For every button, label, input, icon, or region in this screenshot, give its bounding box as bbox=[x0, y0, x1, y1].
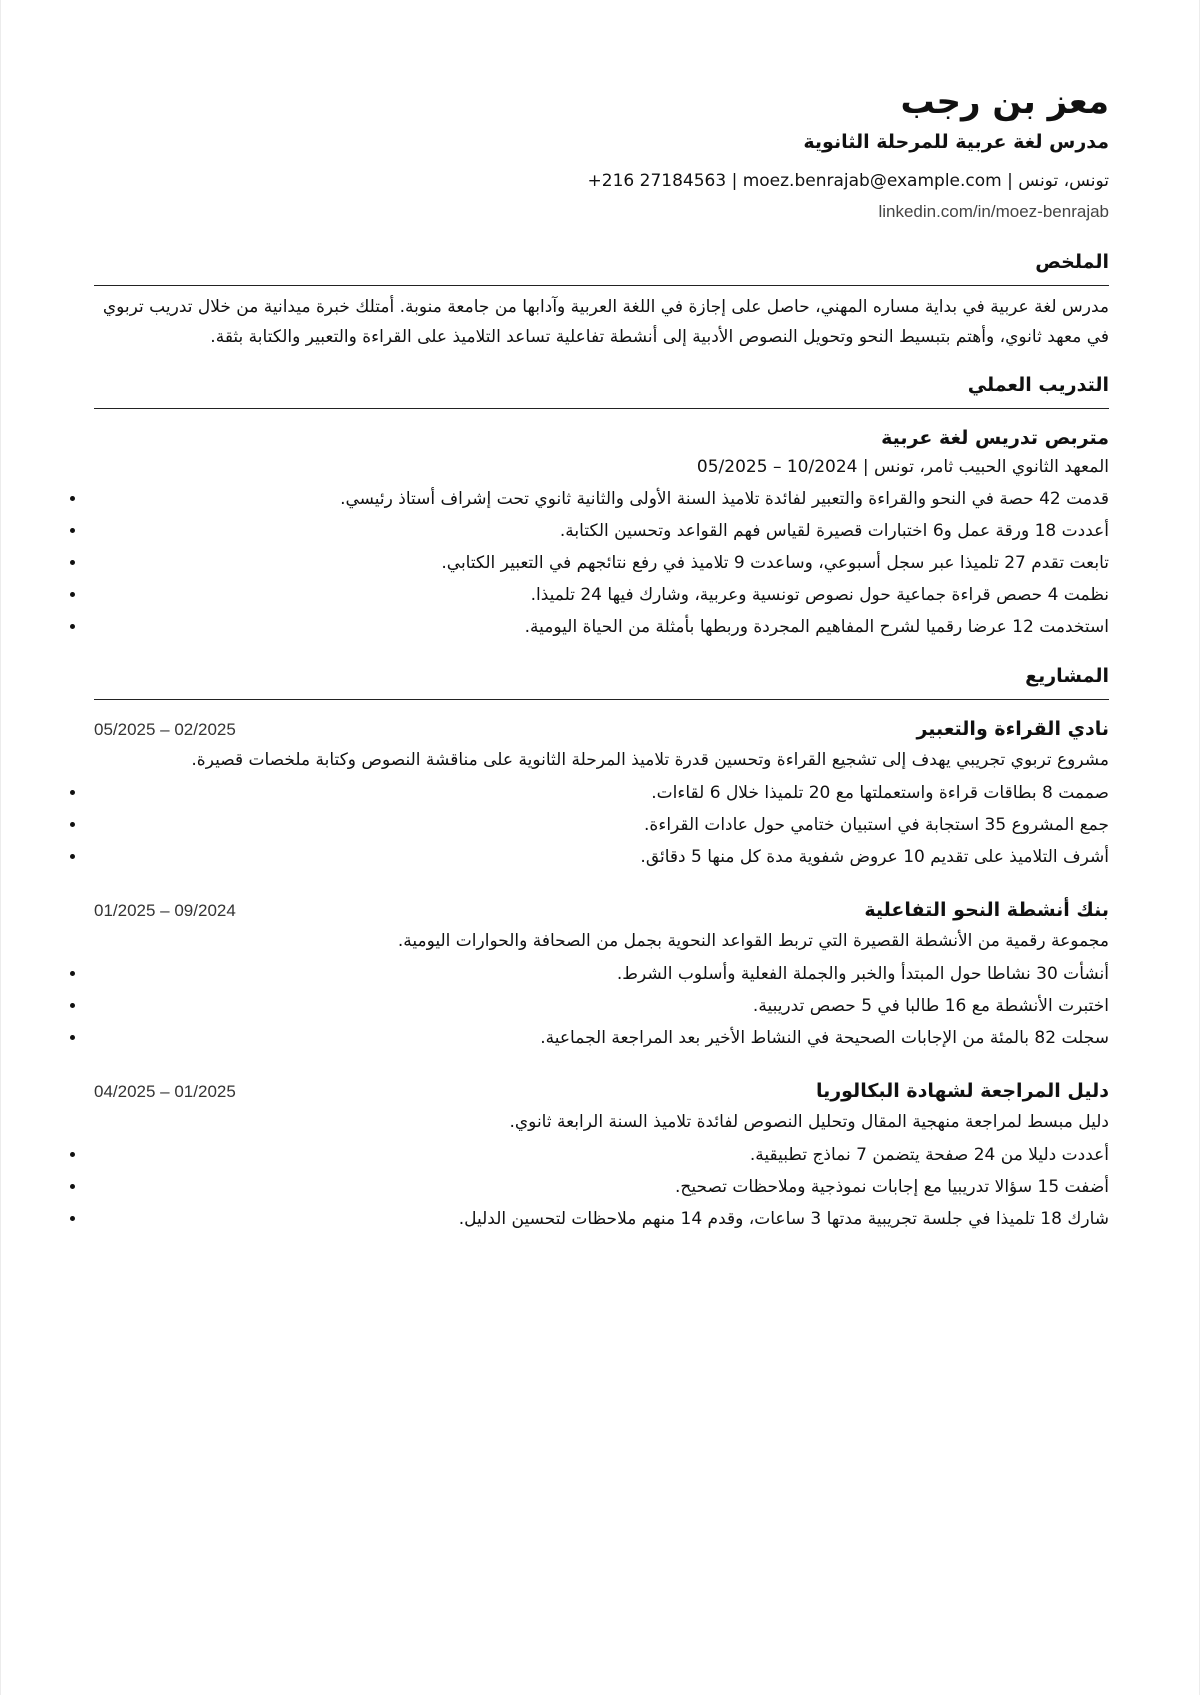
bullet-text: أعددت دليلا من 24 صفحة يتضمن 7 نماذج تطبيقية. bbox=[749, 1145, 1109, 1165]
bullet-dot bbox=[70, 1003, 75, 1008]
bullet-dot bbox=[70, 624, 75, 629]
bullet-text: استخدمت 12 عرضا رقميا لشرح المفاهيم المجردة وربطها بأمثلة من الحياة اليومية. bbox=[524, 617, 1109, 637]
project-description: مشروع تربوي تجريبي يهدف إلى تشجيع القراءة وتحسين قدرة تلاميذ المرحلة الثانوية على مناقشة النصوص وكتابة ملخصات قصيرة. bbox=[191, 750, 1109, 770]
bullet-text: قدمت 42 حصة في النحو والقراءة والتعبير لفائدة تلاميذ السنة الأولى والثانية ثانوي تحت إشراف أستاذ رئيسي. bbox=[340, 489, 1109, 509]
summary-text: مدرس لغة عربية في بداية مساره المهني، حاصل على إجازة في اللغة العربية وآدابها من جامعة منوبة. أمتلك خبرة ميدانية من خلال تدريب تربوي في معهد ثانوي، وأهتم بتبسيط النحو وتحويل النصوص الأدبية إلى أنشطة تفاعلية تساعد التلاميذ على القراءة والتعبير والكتابة بثقة. bbox=[102, 297, 1109, 347]
bullet-dot bbox=[70, 1216, 75, 1221]
contact-phone: +216 27184563 bbox=[587, 171, 727, 191]
project-description: دليل مبسط لمراجعة منهجية المقال وتحليل النصوص لفائدة تلاميذ السنة الرابعة ثانوي. bbox=[509, 1112, 1109, 1132]
candidate-role: مدرس لغة عربية للمرحلة الثانوية bbox=[803, 131, 1109, 153]
training-role: متربص تدريس لغة عربية bbox=[881, 427, 1109, 449]
project-entry bbox=[94, 895, 1109, 1054]
list-item bbox=[94, 958, 1109, 990]
bullet-dot bbox=[70, 592, 75, 597]
list-item bbox=[94, 777, 1109, 809]
training-section bbox=[94, 370, 1109, 643]
list-item bbox=[94, 579, 1109, 611]
bullet-dot bbox=[70, 1184, 75, 1189]
project-entry bbox=[94, 714, 1109, 873]
bullet-text: تابعت تقدم 27 تلميذا عبر سجل أسبوعي، وساعدت 9 تلاميذ في رفع نتائجهم في التعبير الكتابي. bbox=[441, 553, 1109, 573]
bullet-text: أنشأت 30 نشاطا حول المبتدأ والخبر والجملة الفعلية وأسلوب الشرط. bbox=[616, 964, 1109, 984]
bullet-text: أشرف التلاميذ على تقديم 10 عروض شفوية مدة كل منها 5 دقائق. bbox=[640, 847, 1109, 867]
bullet-dot bbox=[70, 790, 75, 795]
bullet-text: أعددت 18 ورقة عمل و6 اختبارات قصيرة لقياس فهم القواعد وتحسين الكتابة. bbox=[559, 521, 1109, 541]
project-header bbox=[94, 714, 1109, 746]
list-item bbox=[94, 809, 1109, 841]
bullet-dot bbox=[70, 528, 75, 533]
section-title-summary: الملخص bbox=[94, 247, 1109, 286]
project-date: 05/2025 – 02/2025 bbox=[94, 720, 236, 739]
list-item bbox=[94, 1171, 1109, 1203]
resume-content bbox=[94, 80, 1109, 1235]
project-header bbox=[94, 1076, 1109, 1108]
bullet-text: شارك 18 تلميذا في جلسة تجريبية مدتها 3 ساعات، وقدم 14 منهم ملاحظات لتحسين الدليل. bbox=[458, 1209, 1109, 1229]
bullet-dot bbox=[70, 854, 75, 859]
training-meta: المعهد الثانوي الحبيب ثامر، تونس | 10/2024 – 05/2025 bbox=[696, 457, 1109, 477]
training-entry bbox=[94, 423, 1109, 643]
contact-separator: | bbox=[731, 171, 738, 191]
project-date: 01/2025 – 09/2024 bbox=[94, 901, 236, 920]
project-bullets bbox=[94, 958, 1109, 1054]
bullet-dot bbox=[70, 560, 75, 565]
section-title-projects: المشاريع bbox=[94, 661, 1109, 700]
bullet-dot bbox=[70, 496, 75, 501]
bullet-dot bbox=[70, 971, 75, 976]
list-item bbox=[94, 1139, 1109, 1171]
candidate-name: معز بن رجب bbox=[900, 82, 1109, 122]
list-item bbox=[94, 990, 1109, 1022]
project-name: بنك أنشطة النحو التفاعلية bbox=[864, 899, 1109, 921]
contact-phone-email bbox=[588, 168, 1109, 194]
bullet-text: نظمت 4 حصص قراءة جماعية حول نصوص تونسية وعربية، وشارك فيها 24 تلميذا. bbox=[530, 585, 1109, 605]
contact-email[interactable]: moez.benrajab@example.com bbox=[742, 171, 1002, 191]
bullet-text: اختبرت الأنشطة مع 16 طالبا في 5 حصص تدريبية. bbox=[752, 996, 1109, 1016]
bullet-dot bbox=[70, 1035, 75, 1040]
bullet-text: جمع المشروع 35 استجابة في استبيان ختامي حول عادات القراءة. bbox=[644, 815, 1109, 835]
list-item bbox=[94, 1022, 1109, 1054]
contact-line bbox=[94, 168, 1109, 194]
bullet-text: صممت 8 بطاقات قراءة واستعملتها مع 20 تلميذا خلال 6 لقاءات. bbox=[651, 783, 1109, 803]
projects-section bbox=[94, 661, 1109, 1235]
project-description: مجموعة رقمية من الأنشطة القصيرة التي تربط القواعد النحوية بجمل من الصحافة والحوارات اليومية. bbox=[397, 931, 1109, 951]
list-item bbox=[94, 841, 1109, 873]
list-item bbox=[94, 547, 1109, 579]
project-date: 04/2025 – 01/2025 bbox=[94, 1082, 236, 1101]
project-bullets bbox=[94, 777, 1109, 873]
contact-location: تونس، تونس bbox=[1018, 171, 1109, 191]
bullet-text: سجلت 82 بالمئة من الإجابات الصحيحة في النشاط الأخير بعد المراجعة الجماعية. bbox=[540, 1028, 1109, 1048]
summary-section bbox=[94, 247, 1109, 352]
project-name: دليل المراجعة لشهادة البكالوريا bbox=[815, 1080, 1109, 1102]
list-item bbox=[94, 515, 1109, 547]
bullet-text: أضفت 15 سؤالا تدريبيا مع إجابات نموذجية وملاحظات تصحيح. bbox=[674, 1177, 1109, 1197]
section-title-training: التدريب العملي bbox=[94, 370, 1109, 409]
project-name: نادي القراءة والتعبير bbox=[916, 718, 1109, 740]
list-item bbox=[94, 483, 1109, 515]
resume-header bbox=[94, 80, 1109, 225]
project-bullets bbox=[94, 1139, 1109, 1235]
linkedin-link[interactable]: linkedin.com/in/moez-benrajab bbox=[878, 202, 1109, 221]
contact-separator: | bbox=[1007, 171, 1013, 191]
list-item bbox=[94, 1203, 1109, 1235]
bullet-dot bbox=[70, 1152, 75, 1157]
project-header bbox=[94, 895, 1109, 927]
project-entry bbox=[94, 1076, 1109, 1235]
bullet-dot bbox=[70, 822, 75, 827]
list-item bbox=[94, 611, 1109, 643]
training-bullets bbox=[94, 483, 1109, 643]
